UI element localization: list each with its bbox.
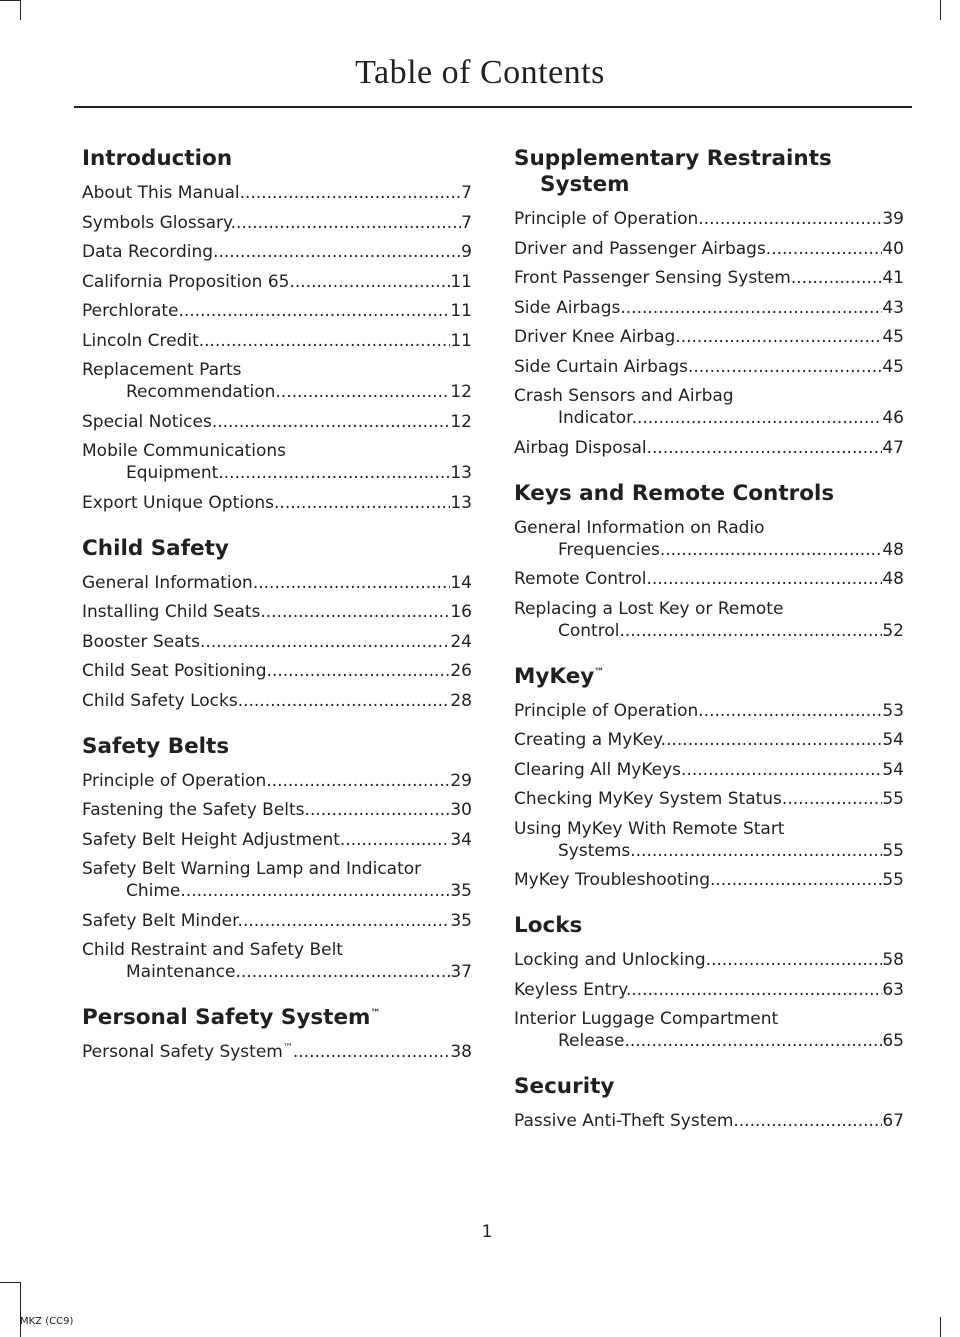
- section-title[interactable]: Introduction: [82, 146, 233, 171]
- entry-label: Special Notices .....: [82, 412, 472, 432]
- toc-entry[interactable]: [82, 910, 472, 932]
- toc-entry[interactable]: [514, 949, 904, 971]
- entry-label: Remote Control .....: [514, 569, 904, 589]
- entry-label: Interior Luggage Compartment: [514, 1009, 779, 1029]
- toc-entry[interactable]: [514, 700, 904, 722]
- entry-label: Child Restraint and Safety Belt: [82, 940, 343, 960]
- entry-label: Personal Safety System™ .....: [82, 1042, 472, 1062]
- toc-entry[interactable]: [82, 359, 472, 403]
- toc-section: [514, 1074, 904, 1132]
- entry-label: Keyless Entry .....: [514, 980, 904, 1000]
- toc-entry[interactable]: [82, 770, 472, 792]
- entry-page-number: 45: [882, 356, 904, 377]
- entry-label: Driver Knee Airbag .....: [514, 327, 904, 347]
- entry-page-number: 37: [450, 962, 472, 982]
- title-rule: [74, 106, 912, 108]
- toc-entry[interactable]: [514, 437, 904, 459]
- toc-entry[interactable]: [514, 1110, 904, 1132]
- entry-label: Principle of Operation .....: [82, 771, 472, 791]
- toc-entry[interactable]: [82, 241, 472, 263]
- entry-page-number: 13: [450, 492, 472, 513]
- entry-page-number: 35: [450, 910, 472, 931]
- page-number: 1: [481, 1222, 493, 1242]
- section-title[interactable]: Locks: [514, 913, 583, 938]
- entry-page-number: 34: [450, 829, 472, 850]
- entry-label: Replacement Parts: [82, 360, 242, 380]
- toc-entry[interactable]: [82, 492, 472, 514]
- entry-page-number: 55: [882, 789, 904, 809]
- toc-entry[interactable]: [82, 631, 472, 653]
- entry-label-continued: Release .....: [558, 1031, 904, 1051]
- toc-section: [514, 481, 904, 642]
- entry-page-number: 47: [882, 437, 904, 458]
- toc-section: [82, 536, 472, 712]
- toc-entry[interactable]: [514, 818, 904, 862]
- toc-entry[interactable]: [514, 385, 904, 429]
- entry-label: Mobile Communications: [82, 441, 287, 461]
- toc-entry[interactable]: [514, 729, 904, 751]
- entry-page-number: 48: [882, 539, 904, 560]
- entry-page-number: 24: [450, 631, 472, 652]
- toc-section: [514, 913, 904, 1052]
- entry-label: Installing Child Seats .....: [82, 602, 472, 622]
- entry-label: Safety Belt Height Adjustment .....: [82, 830, 472, 850]
- entry-page-number: 53: [882, 700, 904, 721]
- toc-section: [82, 146, 472, 514]
- toc-entry[interactable]: [82, 660, 472, 682]
- entry-label: Data Recording .....: [82, 242, 472, 262]
- toc-entry[interactable]: [82, 411, 472, 433]
- toc-entry[interactable]: [514, 356, 904, 378]
- toc-right-column: [514, 146, 904, 1154]
- toc-entry[interactable]: [514, 297, 904, 319]
- entry-label: Clearing All MyKeys .....: [514, 760, 904, 780]
- section-title[interactable]: Safety Belts: [82, 733, 230, 759]
- toc-entry[interactable]: [82, 829, 472, 851]
- model-code: MKZ (CC9): [20, 1316, 74, 1327]
- crop-mark-bottom-right: [940, 1317, 941, 1337]
- entry-page-number: 48: [882, 569, 904, 589]
- toc-entry[interactable]: [82, 601, 472, 623]
- entry-label: Locking and Unlocking .....: [514, 950, 904, 970]
- crop-mark-top-right: [940, 0, 941, 20]
- entry-page-number: 45: [882, 327, 904, 347]
- entry-label: Export Unique Options .....: [82, 493, 472, 513]
- entry-page-number: 39: [882, 209, 904, 229]
- entry-label: Passive Anti-Theft System .....: [514, 1111, 904, 1131]
- entry-label: Child Seat Positioning .....: [82, 661, 472, 681]
- entry-page-number: 40: [882, 238, 904, 259]
- toc-section: [82, 1005, 472, 1063]
- toc-section: [82, 734, 472, 984]
- entry-label: Side Airbags .....: [514, 298, 904, 318]
- entry-label: Lincoln Credit .....: [82, 331, 472, 351]
- entry-label-continued: Systems .....: [558, 841, 904, 861]
- entry-label-continued: Indicator .....: [558, 408, 904, 428]
- entry-label: Creating a MyKey .....: [514, 730, 904, 750]
- section-title[interactable]: MyKey™: [514, 663, 605, 689]
- entry-page-number: 11: [450, 271, 472, 292]
- toc-entry[interactable]: [514, 869, 904, 891]
- entry-page-number: 35: [450, 881, 472, 901]
- entry-label: California Proposition 65 .....: [82, 272, 472, 292]
- entry-label-continued: Control .....: [558, 621, 904, 641]
- toc-entry[interactable]: [82, 182, 472, 204]
- toc-entry[interactable]: [82, 939, 472, 983]
- toc-entry[interactable]: [514, 598, 904, 642]
- section-title[interactable]: Keys and Remote Controls: [514, 480, 835, 506]
- toc-entry[interactable]: [82, 858, 472, 902]
- entry-page-number: 9: [461, 242, 472, 262]
- toc-entry[interactable]: [82, 690, 472, 712]
- entry-page-number: 29: [450, 770, 472, 791]
- entry-page-number: 43: [882, 297, 904, 318]
- toc-entry[interactable]: [514, 517, 904, 561]
- entry-page-number: 12: [450, 382, 472, 402]
- toc-entry[interactable]: [514, 788, 904, 810]
- toc-entry[interactable]: [82, 572, 472, 594]
- entry-label: Child Safety Locks .....: [82, 691, 472, 711]
- section-title[interactable]: Child Safety: [82, 535, 229, 561]
- entry-page-number: 14: [450, 572, 472, 593]
- entry-label-continued: Maintenance .....: [126, 962, 472, 982]
- entry-page-number: 12: [450, 411, 472, 432]
- crop-mark-bottom-left: [20, 1282, 21, 1337]
- toc-entry[interactable]: [82, 212, 472, 234]
- entry-page-number: 16: [450, 602, 472, 622]
- entry-label: General Information on Radio: [514, 517, 765, 538]
- entry-page-number: 7: [461, 212, 472, 233]
- entry-label: Fastening the Safety Belts .....: [82, 800, 472, 820]
- entry-label: Safety Belt Warning Lamp and Indicator: [82, 859, 422, 879]
- entry-page-number: 63: [882, 979, 904, 1000]
- entry-label: Airbag Disposal .....: [514, 438, 904, 458]
- crop-mark-bottom-left-h: [0, 1282, 20, 1283]
- entry-label: MyKey Troubleshooting .....: [514, 870, 904, 890]
- entry-page-number: 58: [882, 950, 904, 970]
- toc-entry[interactable]: [82, 1041, 472, 1063]
- entry-page-number: 30: [450, 800, 472, 820]
- entry-page-number: 11: [450, 330, 472, 351]
- entry-label: About This Manual .....: [82, 183, 472, 203]
- toc-entry[interactable]: [514, 979, 904, 1001]
- entry-label-continued: Chime .....: [126, 881, 472, 901]
- entry-label: General Information .....: [82, 573, 472, 593]
- toc-entry[interactable]: [514, 568, 904, 590]
- toc-entry[interactable]: [514, 267, 904, 289]
- entry-page-number: 38: [450, 1042, 472, 1062]
- section-title[interactable]: Security: [514, 1074, 615, 1099]
- entry-page-number: 46: [882, 408, 904, 428]
- entry-page-number: 13: [450, 463, 472, 483]
- entry-label-continued: Recommendation .....: [126, 382, 472, 402]
- entry-page-number: 7: [461, 183, 472, 203]
- entry-label: Front Passenger Sensing System .....: [514, 268, 904, 288]
- page-title: Table of Contents: [355, 54, 605, 91]
- entry-label: Crash Sensors and Airbag: [514, 386, 734, 406]
- entry-page-number: 65: [882, 1031, 904, 1051]
- toc-entry[interactable]: [82, 330, 472, 352]
- entry-label: Driver and Passenger Airbags .....: [514, 239, 904, 259]
- entry-page-number: 67: [882, 1111, 904, 1131]
- entry-page-number: 26: [450, 661, 472, 681]
- toc-left-column: [82, 146, 472, 1085]
- entry-label-continued: Equipment .....: [126, 463, 472, 483]
- entry-label: Using MyKey With Remote Start: [514, 818, 785, 839]
- entry-label-continued: Frequencies .....: [558, 540, 904, 560]
- entry-page-number: 54: [882, 730, 904, 750]
- entry-label: Principle of Operation .....: [514, 701, 904, 721]
- entry-label: Perchlorate .....: [82, 301, 472, 321]
- section-title[interactable]: Supplementary Restraints System: [514, 146, 832, 197]
- entry-label: Safety Belt Minder .....: [82, 911, 472, 931]
- toc-section: [514, 664, 904, 892]
- entry-label: Checking MyKey System Status .....: [514, 789, 904, 809]
- section-title[interactable]: Personal Safety System™: [82, 1005, 381, 1030]
- toc-entry[interactable]: [82, 799, 472, 821]
- entry-page-number: 41: [882, 268, 904, 288]
- entry-label: Replacing a Lost Key or Remote: [514, 598, 784, 619]
- toc-section: [514, 146, 904, 459]
- entry-label: Symbols Glossary .....: [82, 213, 472, 233]
- crop-mark-top-left: [0, 0, 20, 1]
- entry-label: Side Curtain Airbags .....: [514, 357, 904, 377]
- toc-entry[interactable]: [514, 238, 904, 260]
- toc-entry[interactable]: [82, 271, 472, 293]
- entry-page-number: 54: [882, 759, 904, 780]
- crop-mark-top-left-v: [20, 0, 21, 20]
- entry-label: Booster Seats .....: [82, 632, 472, 652]
- entry-page-number: 52: [882, 620, 904, 641]
- entry-page-number: 11: [450, 301, 472, 321]
- entry-label: Principle of Operation .....: [514, 209, 904, 229]
- entry-page-number: 28: [450, 690, 472, 711]
- entry-page-number: 55: [882, 840, 904, 861]
- toc-entry[interactable]: [514, 326, 904, 348]
- toc-entry[interactable]: [82, 440, 472, 484]
- entry-page-number: 55: [882, 870, 904, 890]
- toc-entry[interactable]: [82, 300, 472, 322]
- toc-entry[interactable]: [514, 759, 904, 781]
- toc-entry[interactable]: [514, 1008, 904, 1052]
- toc-entry[interactable]: [514, 208, 904, 230]
